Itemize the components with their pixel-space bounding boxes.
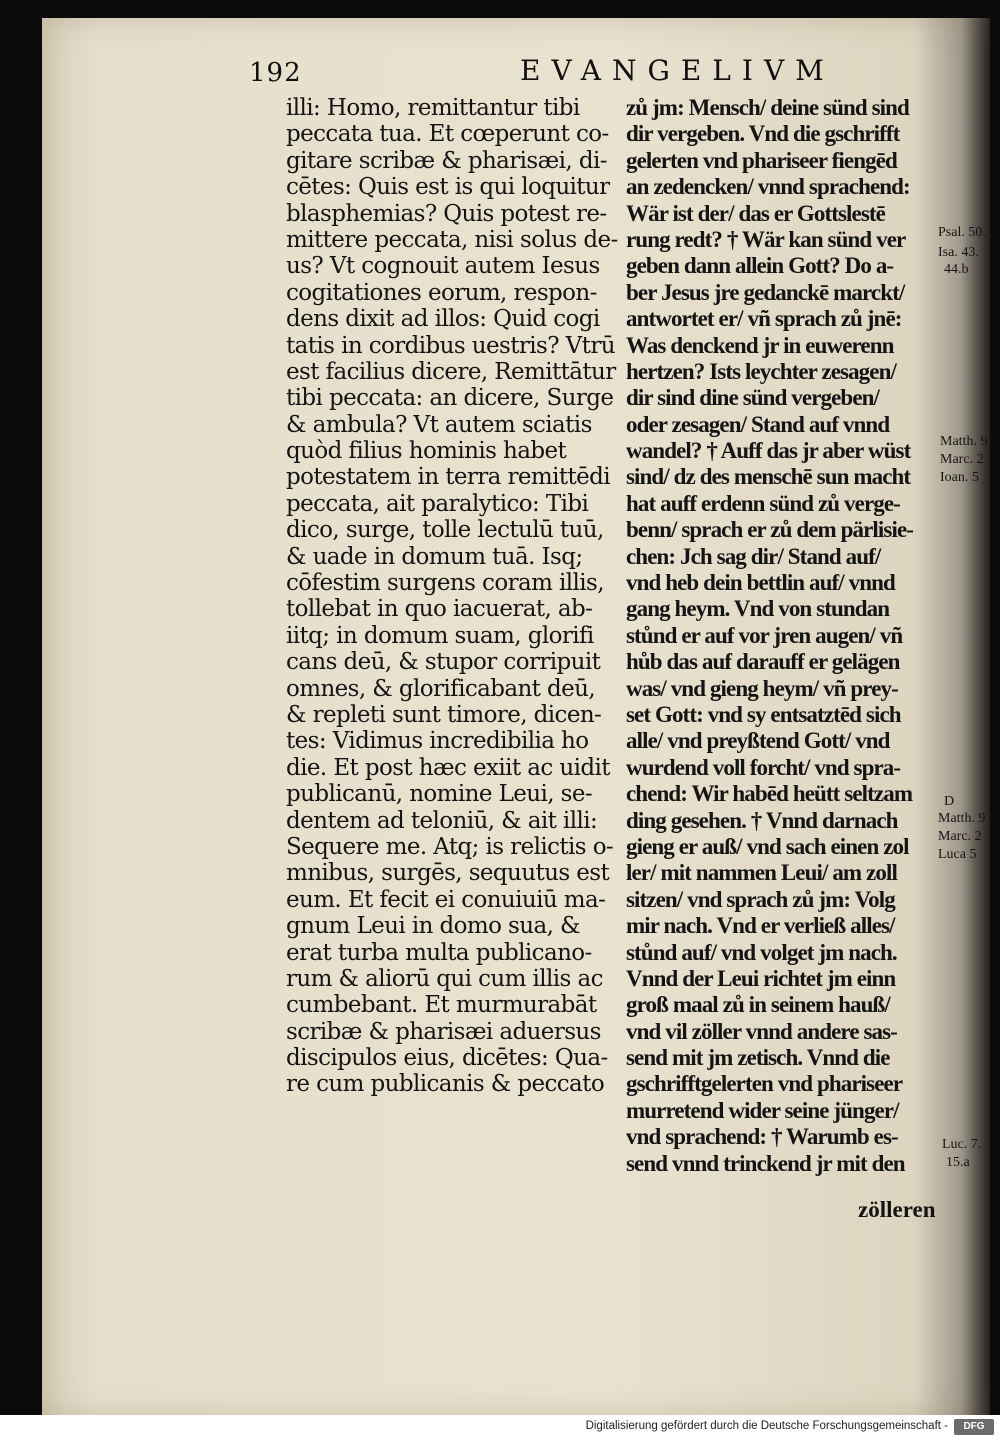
german-text-line: dir vergeben. Vnd die gschrifft <box>626 121 900 147</box>
german-text-line: vnd vil zöller vnnd andere sas- <box>626 1018 897 1044</box>
german-text-line: send mit jm zetisch. Vnnd die <box>626 1045 890 1071</box>
german-text-line: Vnnd der Leui richtet jm einn <box>626 965 896 991</box>
latin-text-line: cumbebant. Et murmurabāt <box>286 992 597 1019</box>
latin-text-line: discipulos eius, dicētes: Qua- <box>286 1045 608 1072</box>
german-text-line: ding gesehen. † Vnnd darnach <box>626 807 898 833</box>
german-text-line: wandel? † Auff das jr aber wüst <box>626 438 911 464</box>
latin-text-line: tibi peccata: an dicere, Surge <box>286 385 614 412</box>
latin-text-line: blasphemias? Quis potest re- <box>286 200 607 227</box>
german-text-line: hůb das auf darauff er gelägen <box>626 649 900 675</box>
german-text-line: sind/ dz des menschē sun macht <box>626 464 911 490</box>
margin-note-psal: Psal. 50. <box>938 225 986 240</box>
german-text-line: groß maal zů in seinem hauß/ <box>626 992 890 1018</box>
latin-text-line: gitare scribæ & pharisæi, di- <box>286 147 607 174</box>
german-text-line: sitzen/ vnd sprach zů jm: Volg <box>626 886 895 912</box>
german-text-line: Was denckend jr in euwerenn <box>626 332 894 358</box>
latin-text-line: est facilius dicere, Remittātur <box>286 358 616 385</box>
latin-text-line: iitq; in domum suam, glorifi <box>286 622 594 649</box>
footer-credit: Digitalisierung gefördert durch die Deutsche Forschungsgemeinschaft - <box>585 1420 948 1432</box>
german-text-line: set Gott: vnd sy entsatztēd sich <box>626 701 901 727</box>
german-text-line: alle/ vnd preyßtend Gott/ vnd <box>626 728 890 754</box>
latin-text-line: re cum publicanis & peccato <box>286 1071 605 1098</box>
german-text-line: an zedencken/ vnnd sprachend: <box>626 174 910 200</box>
latin-text-line: erat turba multa publicano- <box>286 939 592 966</box>
latin-text-line: tatis in cordibus uestris? Vtrū <box>286 332 615 359</box>
german-text-line: vnd heb dein bettlin auf/ vnnd <box>626 570 895 596</box>
german-text-line: chen: Jch sag dir/ Stand auf/ <box>626 543 881 569</box>
latin-text-line: scribæ & pharisæi aduersus <box>286 1018 601 1045</box>
german-column <box>626 95 936 1177</box>
digitization-footer <box>0 1415 1000 1439</box>
margin-note-marc-2: Marc. 2 <box>938 829 982 844</box>
latin-column <box>286 95 616 1098</box>
german-text-line: mir nach. Vnd er verließ alles/ <box>626 913 895 939</box>
margin-note-ioan: Ioan. 5 <box>940 470 979 485</box>
german-text-line: zů jm: Mensch/ deine sünd sind <box>626 95 909 120</box>
latin-text-line: & ambula? Vt autem sciatis <box>286 411 592 438</box>
running-title: EVANGELIVM <box>520 54 835 87</box>
latin-text-line: cogitationes eorum, respon- <box>286 279 597 306</box>
german-text-line: geben dann allein Gott? Do a- <box>626 253 894 279</box>
german-text-line: ber Jesus jre gedanckē marckt/ <box>626 279 905 305</box>
margin-note-isa-b: 44.b <box>944 262 969 277</box>
catchword: zölleren <box>858 1197 936 1222</box>
margin-note-marc-1: Marc. 2 <box>940 452 984 467</box>
german-text-line: wurdend voll forcht/ vnd spra- <box>626 754 901 780</box>
latin-text-line: omnes, & glorificabant deū, <box>286 675 596 702</box>
dfg-logo: DFG <box>954 1419 994 1435</box>
german-text-line: gelerten vnd phariseer fiengēd <box>626 147 897 173</box>
german-text-line: antwortet er/ vñ sprach zů jnē: <box>626 306 902 332</box>
latin-text-line: tes: Vidimus incredibilia ho <box>286 728 589 755</box>
german-text-line: benn/ sprach er zů dem pärlisie- <box>626 517 914 543</box>
german-text-line: vnd sprachend: † Warumb es- <box>626 1124 898 1150</box>
margin-note-matth-1: Matth. 9 <box>940 434 988 449</box>
latin-text-line: peccata tua. Et cœperunt co- <box>286 121 609 148</box>
latin-text-line: publicanū, nomine Leui, se- <box>286 781 593 808</box>
margin-note-luc-1: Luca 5 <box>938 847 977 862</box>
margin-note-luc-2-b: 15.a <box>946 1155 970 1170</box>
latin-text-line: us? Vt cognouit autem Iesus <box>286 253 600 280</box>
german-text-line: Wär ist der/ das er Gottslestē <box>626 200 885 226</box>
margin-note-matth-2: Matth. 9 <box>938 811 986 826</box>
latin-text-line: rum & aliorū qui cum illis ac <box>286 965 603 992</box>
german-text-line: oder zesagen/ Stand auf vnnd <box>626 411 890 437</box>
latin-text-line: die. Et post hæc exiit ac uidit <box>286 754 610 781</box>
german-text-line: rung redt? † Wär kan sünd ver <box>626 226 906 252</box>
latin-text-line: cētes: Quis est is qui loquitur <box>286 174 610 201</box>
latin-text-line: dico, surge, tolle lectulū tuū, <box>286 517 604 544</box>
german-text-line: gang heym. Vnd von stundan <box>626 596 890 622</box>
german-text-line: gieng er auß/ vnd sach einen zol <box>626 833 909 859</box>
latin-text-line: cōfestim surgens coram illis, <box>286 570 604 597</box>
latin-text-line: eum. Et fecit ei conuiuiū ma- <box>286 886 606 913</box>
latin-text-line: tollebat in quo iacuerat, ab- <box>286 596 593 623</box>
german-text-line: hat auff erdenn sünd zů verge- <box>626 490 900 516</box>
page-number: 192 <box>249 58 302 88</box>
german-text-line: hertzen? Ists leychter zesagen/ <box>626 358 896 384</box>
latin-text-line: gnum Leui in domo sua, & <box>286 913 580 940</box>
latin-text-line: dentem ad teloniū, & ait illi: <box>286 807 598 834</box>
german-text-line: stůnd er auf vor jren augen/ vñ <box>626 622 903 648</box>
german-text-line: send vnnd trinckend jr mit den <box>626 1150 905 1176</box>
margin-note-luc-2: Luc. 7. <box>942 1137 982 1152</box>
german-text-line: stůnd auf/ vnd volget jm nach. <box>626 939 897 965</box>
german-text-line: was/ vnd gieng heym/ vñ prey- <box>626 675 898 701</box>
latin-text-line: cans deū, & stupor corripuit <box>286 649 601 676</box>
latin-text-line: Sequere me. Atq; is relictis o- <box>286 833 614 860</box>
german-text-line: gschrifftgelerten vnd phariseer <box>626 1071 903 1097</box>
latin-text-line: mittere peccata, nisi solus de- <box>286 226 618 253</box>
latin-text-line: potestatem in terra remittēdi <box>286 464 611 491</box>
latin-text-line: & uade in domum tuā. Isq; <box>286 543 583 570</box>
german-text-line: dir sind dine sünd vergeben/ <box>626 385 880 411</box>
latin-text-line: peccata, ait paralytico: Tibi <box>286 490 589 517</box>
margin-note-d: D <box>944 794 955 809</box>
german-text-line: chend: Wir habēd heütt seltzam <box>626 781 913 807</box>
margin-note-isa: Isa. 43. <box>938 245 979 260</box>
latin-text-line: mnibus, surgēs, sequutus est <box>286 860 610 887</box>
latin-text-line: illi: Homo, remittantur tibi <box>286 95 580 121</box>
german-text-line: murretend wider seine jünger/ <box>626 1097 899 1123</box>
german-text-line: ler/ mit nammen Leui/ am zoll <box>626 860 897 886</box>
latin-text-line: & repleti sunt timore, dicen- <box>286 701 602 728</box>
latin-text-line: dens dixit ad illos: Quid cogi <box>286 306 600 333</box>
latin-text-line: quòd filius hominis habet <box>286 438 567 465</box>
